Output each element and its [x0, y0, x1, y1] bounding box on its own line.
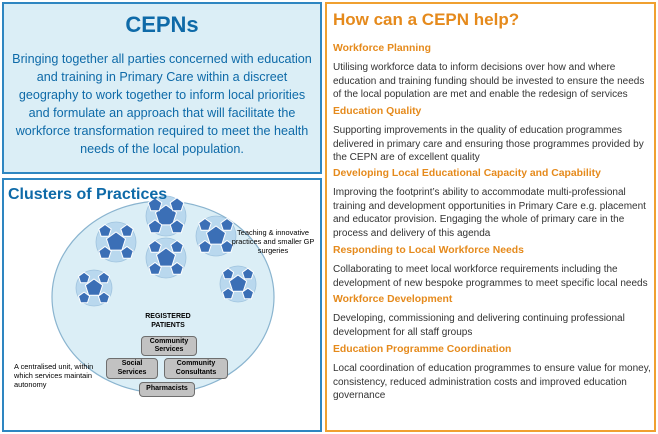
- centralised-unit-note: A centralised unit, within which services maintain autonomy: [14, 362, 94, 389]
- section-heading: Responding to Local Workforce Needs: [333, 245, 524, 256]
- section-body: Local coordination of education programmes to ensure value for money, consistency, reduced administration costs and improved education governance: [333, 363, 651, 402]
- social-services-box: [106, 358, 158, 379]
- section-heading: Education Programme Coordination: [333, 344, 512, 355]
- section-body: Improving the footprint’s ability to accommodate multi-professional training and development opportunities in Primary Care e.g. placement and educator provision. Engaging the whole of primary care in the process and delivery of this agenda: [333, 187, 646, 239]
- community-consultants-label: Community Consultants: [175, 360, 217, 376]
- community-consultants-box: [164, 358, 228, 379]
- section-heading: Education Quality: [333, 106, 422, 117]
- help-title: How can a CEPN help?: [333, 10, 520, 29]
- clusters-panel: [2, 178, 322, 432]
- clusters-title: Clusters of Practices: [8, 186, 168, 203]
- section-body: Developing, commissioning and delivering continuing professional development for all staff groups: [333, 313, 625, 338]
- section-body: Supporting improvements in the quality of education programmes delivered in primary care and ensuring those programmes provided by the CEPN are of excellent quality: [333, 125, 644, 164]
- pharmacists-label: Pharmacists: [146, 385, 188, 393]
- section-body: Collaborating to meet local workforce requirements including the development of new bespoke programmes to meet specific local needs: [333, 264, 648, 289]
- section-local-workforce-needs: [333, 244, 651, 290]
- section-programme-coordination: [333, 343, 651, 403]
- section-heading: Workforce Planning: [333, 43, 431, 54]
- social-services-label: Social Services: [117, 360, 147, 376]
- registered-patients-label: REGISTERED PATIENTS: [145, 313, 191, 329]
- section-heading: Developing Local Educational Capacity and Capability: [333, 168, 601, 179]
- cepns-title: CEPNs: [125, 12, 199, 37]
- section-workforce-planning: [333, 42, 651, 102]
- section-heading: Workforce Development: [333, 294, 453, 305]
- help-panel: [325, 2, 656, 432]
- community-services-box: [141, 336, 197, 356]
- section-body: Utilising workforce data to inform decisions over how and where education and training funding should be invested to ensure the needs of the local population are met and enable the redesign of services: [333, 62, 645, 101]
- pharmacists-box: [139, 382, 195, 397]
- section-local-capacity: [333, 167, 651, 240]
- teaching-practices-note: Teaching & innovative practices and smaller GP surgeries: [231, 228, 315, 255]
- section-workforce-development: [333, 293, 651, 339]
- community-services-label: Community Services: [149, 337, 189, 353]
- section-education-quality: [333, 105, 651, 165]
- cepns-panel: [2, 2, 322, 174]
- cepns-description: Bringing together all parties concerned with education and training in Primary Care within a discreet geography to work together to inform local priorities and formulate an approach that will facilitate the workforce transformation required to meet the health needs of the local population.: [12, 52, 312, 156]
